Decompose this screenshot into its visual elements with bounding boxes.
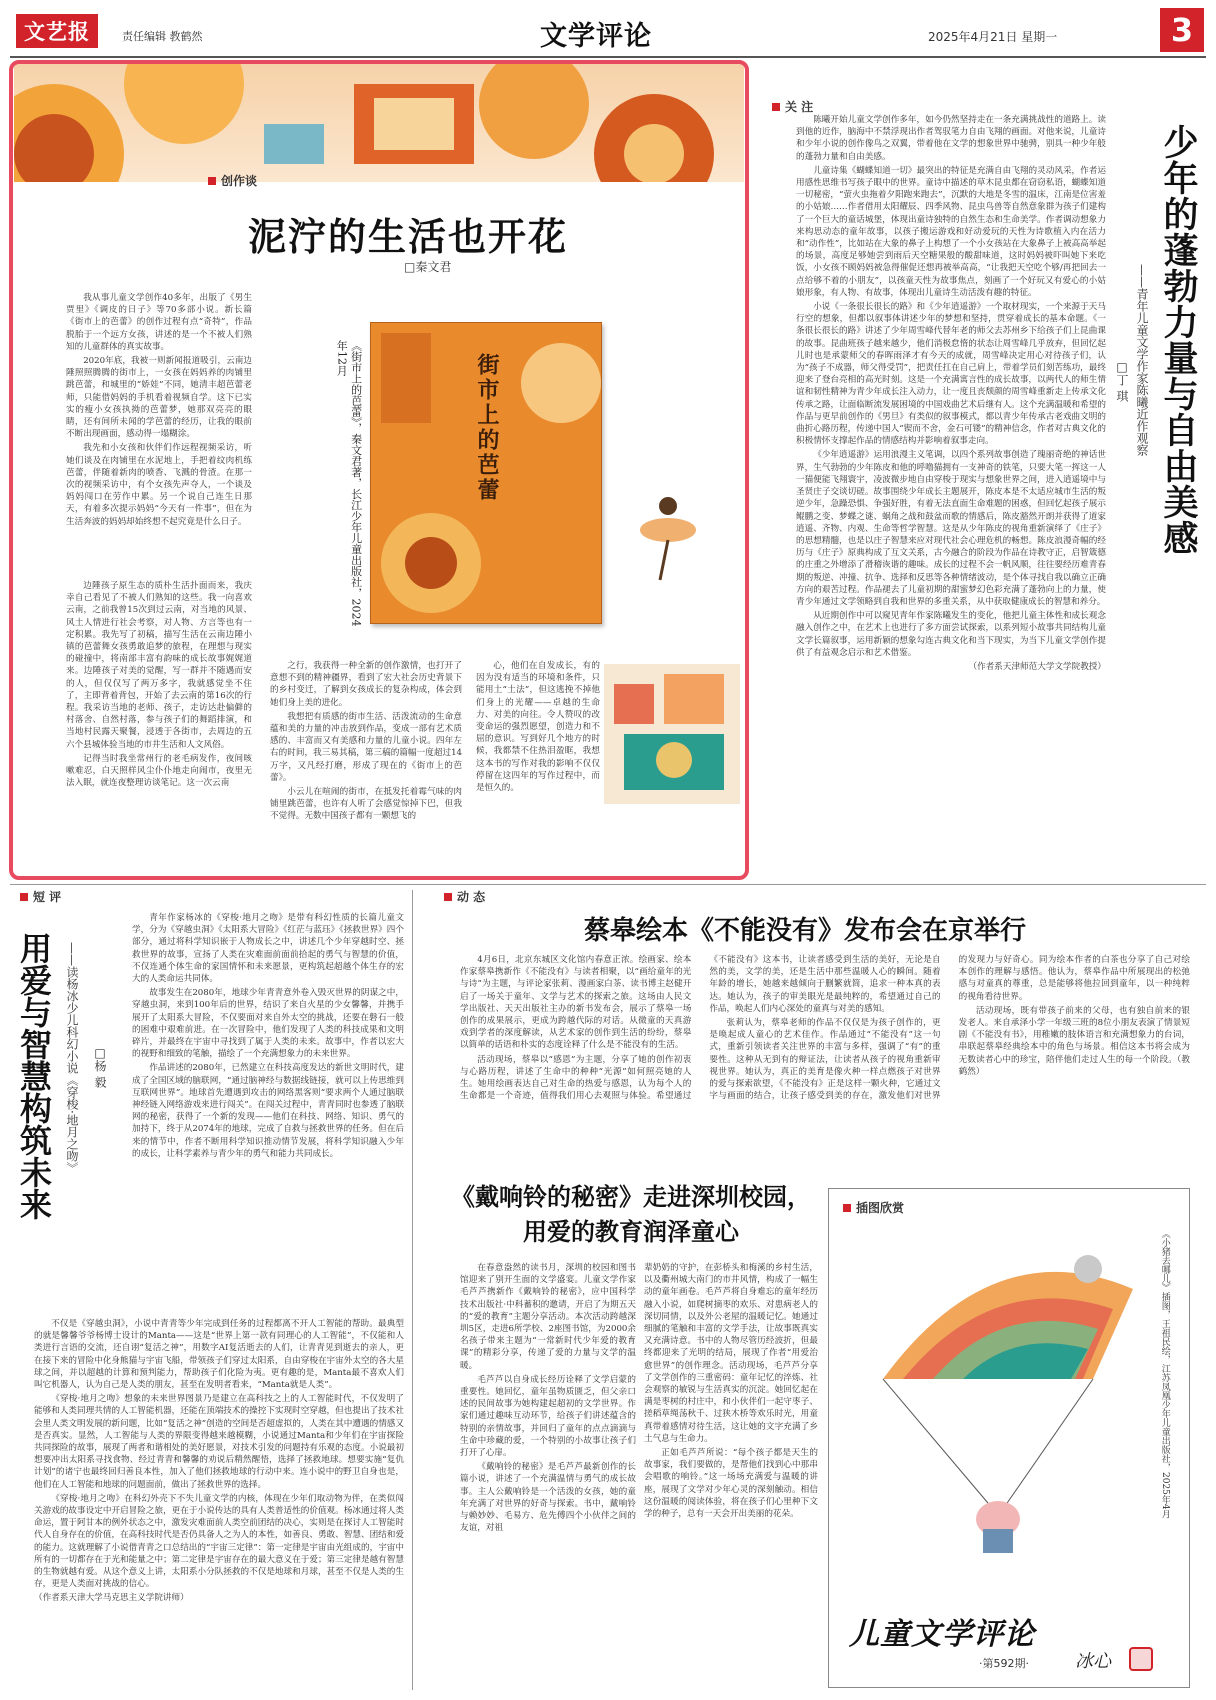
- feature-para: 小云儿在喧闹的街市，在抵发托着霉气味的肉铺里跳芭蕾，也许有人听了会感觉惊掉下巴，但我不觉得。无数中国孩子都有一颗想飞的: [270, 787, 462, 822]
- feature-para: 心，他们在自发成长，有的因为没有适当的环境和条件，只能用土“土法”，但这逃挽不掉他们身上的光耀——卓越的生命力、对美的向往。令人赞叹的改变命运的强烈愿望，创造力和不屈的意识。写到好几个地方的时候，我都禁不住热泪盈眶，我想这本书的写作对我的影响不仅仅停留在这四年的写作过程中，而是恒久的。: [476, 661, 600, 794]
- short-para: 《穿梭·地月之吻》想象的未来世界图景乃是建立在高科技之上的人工智能时代，不仅发明了能够和人类同理共情的人工智能机器，还能在顶端技术的操控下实现时空穿越，但也提出了技术社会里人类文明发展的新问题，比如“复活之神”创造的空间是否超虚拟的，人类在其中遭遇的情感又是否真实。显然，人工智能与人类的界限变得越来越模糊，小说通过Manta和少年们在宇宙探险共同探险的故事，展现了两者和谐相处的美好愿景，对技术引发的问题持有乐观的态度。小说最初想要冲出太阳系寻找食物、经过青青和馨馨的劝说后精然醒悟，选择了拯救地球。想要实施“复仇计划”的诸宁也最终回归善良本性，加入了他们拯救地球的行动中来。连小说中的野卫自身也是，他们在人工智能和地球的问题面前，做出了拯救世界的选择。: [34, 1394, 404, 1490]
- feature-para: 我从事儿童文学创作40多年，出版了《男生贾里》《调皮的日子》等70多部小说。新长篇《街市上的芭蕾》的创作过程有点“奇特”，作品脱胎于一个远方女孩，讲述的是一个不被人们熟知的儿童群体的真实故事。: [66, 293, 252, 352]
- short-lower-body: [34, 1318, 404, 1690]
- focus-tag: 关 注: [772, 98, 813, 115]
- focus-para: 从近期创作中可以窥见青年作家陈曦发生的变化，他把儿童主体性和成长观念融入创作之中，在艺术上也进行了多方面尝试探索，以系列短小故事共同结构儿童文学长篇叙事，运用新颖的想象勾连古典文化和当下现实，为当下儿童文学创作提供了有益观念启示和艺术借鉴。: [796, 611, 1106, 658]
- news-para: 辈奶奶的守护，在彭桥头和梅溪的乡村生活，以及衢州城大南门的市井风情，构成了一幅生动的童年画卷。毛芦芦将自身难忘的童年经历融入小说，如爬树摘枣的欢乐、对患病老人的深切同情，以及外公老屋的温暖记忆。她通过细腻的笔触和丰富的文学手法，让故事既真实又充满诗意。书中的人物尽管历经波折，但最终都迎来了光明的结局，展现了作者“用爱治愈世界”的创作理念。活动现场，毛芦芦分享了文学创作的三重密码：童年记忆的淬炼、社会观察的敏锐与生活真实的沉淀。她回忆起在满是枣树的村庄中，和小伙伴们一起守枣子、搓稻草绳荡秋千、过狭木桥等欢乐时光，用童真带着感情对待生活，这让她的文字充满了乡土气息与生命力。: [644, 1263, 818, 1444]
- short-para: 不仅是《穿越虫洞》，小说中青青等少年完成到任务的过程都离不开人工智能的帮助。最典型的就是馨馨爷爷杨博士设计的Manta——这是“世界上第一款有同理心的人工智能”，不仅能和人类进行言语的交流，还自诩“复活之神”，用数字AI复活逝去的人们，让青青见到逝去的亲人，更在接下来的冒险中化身熊猫与宇宙飞船，带领孩子们穿过太阳系，自由穿梭在宇宙外太空的各大星球之间，并以超越的计算和预判能力，帮助孩子们化险为夷。更有趣的是，Manta最不喜欢人们叫它机器人，认为自己是人类的朋友，甚至在发明者看来，“Manta就是人类”。: [34, 1319, 404, 1391]
- parachute-pig-illustration: [843, 1229, 1143, 1559]
- focus-title: 少年的蓬勃力量与自由美感: [1158, 124, 1198, 556]
- short-title: 用爱与智慧构筑未来: [15, 932, 53, 1220]
- page-number: 3: [1160, 8, 1204, 52]
- signature: 冰心: [1075, 1651, 1111, 1672]
- focus-para: 儿童诗集《蝴蝶知道一切》最突出的特征是充满自由飞翔的灵动风采，作者运用感性思维书写孩子眼中的世界。童诗中描述的草木昆虫都在窃窃私语，蝴蝶知道一切秘密，“萤火虫拖着夕阳跑来跑去”，沉默的大地是冬雪的温床，江南是位害羞的小姑娘……作者借用太阳耀辰、四季风物、昆虫鸟兽等自然意象群为孩子们建构了一个巨大的童话城堡，体现出童诗独特的自然生态和生命美学。作者调动想象力来构思动态的童年故事，以孩子搬运游戏和好动爱玩的天性为诗歌植入内在活力和“动作性”，比如站在大象的鼻子上构想了一个小女孩站在大象鼻子上被高高举起的场景，高度足够她尝到雨后天空糖果般的酸甜味道，这时妈妈被吓叫她下来吃饭，小女孩不顾妈妈被急得催促还想再被举高高，“让我把天空吃个够/再把回去一点给够不着的小朋友”，以孩童天性为故事焦点，刻画了一个好玩又有爱心的小姑娘形象，有人物、有故事，体现出儿童诗生动活泼有趣的特征。: [796, 165, 1106, 298]
- focus-author: □丁 琪: [1115, 360, 1129, 402]
- short-para: 故事发生在2080年，地球少年青青意外卷入毁灭世界的阴谋之中，穿越虫洞，来到100年后的世界，结识了来自火星的少女馨馨，并携手展开了太阳系大冒险，不仅要面对来自外太空的挑战，还要在磐石一般的困难中艰难前进。在一次冒险中，他们发现了人类的科技成果和文明碎片，并最终在宇宙中寻找到了属于人类的未来。故事中，作者以宏大的视野和细致的笔触，描绘了一个充满想象力的未来世界。: [132, 988, 404, 1060]
- issue-date: 2025年4月21日 星期一: [928, 30, 1058, 44]
- focus-subtitle: ——青年儿童文学作家陈曦近作观察: [1135, 264, 1149, 456]
- column-logo: 儿童文学评论: [849, 1617, 1035, 1652]
- red-seal-icon: [1129, 1647, 1153, 1671]
- middle-rule: [10, 884, 1206, 885]
- focus-para: 陈曦开始儿童文学创作多年，如今仍然坚持走在一条充满挑战性的道路上。读到他的近作，脑海中不禁浮现出作者驾驭笔力自由飞翔的画面。对他来说，儿童诗和少年小说的创作像鸟之双翼，带着他在文学的想象世界中驰骋，别具一种少年般的蓬勃力量和自由美感。: [796, 115, 1106, 162]
- news-para: 活动现场，蔡皋以“感恩”为主题，分享了她的创作初衷与心路历程，讲述了生命中的种种“光源”如何照亮她的人生。她用绘画表达自己对生命的热爱与感恩，认为每个人的生命都是一个奇迹，值得我们用心去观照与体验。希望通过《不能没有》这本书，让读者感受到生活的美好，无论是自然的美，文学的美，还是生活中那些温暖人心的瞬间。随着年龄的增长，她越来越倾向于删繁就简，追求一种本真的表达。她认为，孩子的审美眼光是最纯粹的，希望通过自己的作品，唤起人们内心深处的童真与对美的感知。: [460, 955, 941, 1102]
- short-tag: 短 评: [20, 888, 61, 905]
- focus-para: 《少年逍遥游》运用浪漫主义笔调，以四个系列故事创造了瑰丽奇绝的神话世界，生气勃勃的少年陈皮和他的呼噜猫拥有一支神奇的铁笔，只要大笔一挥这一人一猫便能飞翔寰宇，凌波微步地自由穿梭于现实与想象世界之间，进入逍遥境中与圣贤庄子交谈切磋。故事围绕少年成长主题展开，陈皮本是不太适应城市生活的叛逆少年，急躁恐惧、争强好胜，有着无法直面生命难题的困惑，但回忆起孩子展示鲲鹏之变、梦蝶之谜、蜗角之战和鼓盆而歌的情感后，陈皮豁然开朗并获得了道家逍遥、齐物、内观、生命等哲学智慧。这是从少年陈皮的视角重新演绎了《庄子》的思想精髓，也是以庄子智慧来应对现代社会心理危机的畅想。陈皮浪漫奇幅的经历与《庄子》原典构成了互文关系，古今融合的阶段为作品在诗教守正，启智箴德的庄重之外增添了滑稽诙谐的趣味。成长的过程不会一帆风顺，往往要经历难青春期的叛逆、冲撞、抗争、选择和反思等各种情绪波动，是个体寻找自我以确立正确方向的艰苦过程。作品褪去了儿童初期的甜蜜梦幻色彩充满了蓬勃向上的力量，使青少年通过文学领略到自我和世界的多重关系，从中获取健康成长的智慧和养分。: [796, 450, 1106, 607]
- feature-para: 之行，我获得一种全新的创作激情，也打开了意想不到的精神疆界，看到了宏大社会历史背景下的乡村变迁，了解到女孩成长的复杂构成，体会到她们身上美的进化。: [270, 661, 462, 708]
- feature-para: 我想把有质感的街市生活、活泼流动的生命意蕴和美的力量的冲击放到作品，变成一部有艺术质感的、丰富而又有美感和力量的儿童小说。四年左右的时间，我三易其稿，第三稿的篇幅一度超过14万字，又凡经打磨，形成了现在的《街市上的芭蕾》。: [270, 711, 462, 783]
- editor-credit: 责任编辑 教鹤然: [122, 30, 203, 43]
- news-para: 在春意盎然的读书月，深圳的校园和图书馆迎来了别开生面的文学盛宴。儿童文学作家毛芦芦携新作《戴响铃的秘密》，应中国科学技术出版社·中科蓄积的邀请，开启了为期五天的“爱的教育”主题分享活动。本次活动跨越深圳5区，走进6所学校、2座图书馆，为2000余名孩子带来主题为“一常新时代少年爱的教育课”的精彩分享，传递了爱的力量与文学的温暖。: [460, 1263, 636, 1371]
- news-para: 《戴响铃的秘密》是毛芦芦最新创作的长篇小说，讲述了一个充满温情与勇气的成长故事。主人公戴响铃是一个活泼的女孩，她的童年充满了对世界的好奇与探索。书中，戴响铃与赖妙妙、毛易方、危先傅四个小伙伴之间的友谊，对祖: [460, 1462, 636, 1534]
- feature-para: 记得当时我坐常州行的老毛病发作，夜间咳嗽难忍，白天照样风尘仆仆地走向闹市，夜里无法入眠，就连夜整理访谈笔记。这一次云南: [66, 753, 252, 789]
- news-title-2: 《戴响铃的秘密》走进深圳校园，用爱的教育润泽童心: [451, 1183, 811, 1246]
- news-body-2: [460, 1262, 636, 1690]
- section-title: 文学评论: [540, 21, 652, 52]
- column-rule: [412, 890, 413, 1690]
- news-body-1: [460, 954, 1190, 1150]
- column-issue: ·第592期·: [979, 1657, 1029, 1670]
- news-para: 4月6日，北京东城区文化馆内春意正浓。绘画家、绘本作家蔡皋携新作《不能没有》与读者相聚，以“画给童年的光与诗”为主题，与评论家张莉、漫画家白茶、读书博主赵健开启了一场关于童年、文学与艺术的探索之旅。这场由人民文学出版社、天天出版社主办的新书发布会，展示了蔡皋一场创作的成果展示，更成为跨越代际的对话。从微童的天真游戏到学者的深度解读，从艺术家的创作到生活的纷纷，蔡皋以简单的话语和朴实的态度诠释了什么是不能没有的生活。: [460, 955, 692, 1051]
- feature-title: 泥泞的生活也开花: [248, 215, 569, 259]
- book-cover-title: 街市上的芭蕾: [474, 353, 499, 503]
- highlight-frame: [9, 60, 749, 880]
- short-subtitle: ——读杨冰少儿科幻小说《穿梭·地月之吻》: [65, 942, 79, 1174]
- focus-body: [796, 114, 1106, 868]
- news-para: 正如毛芦芦所说：“每个孩子都是天生的故事家，我们要做的，是帮他们找到心中那串会唱歌的响铃。”这一场场充满爱与温暖的讲座，展现了文学对少年心灵的深刻触动。相信这份温暖的阅读体验，将在孩子们心里种下文学的种子，总有一天会开出美丽的花朵。: [644, 1448, 818, 1520]
- feature-author: □秦文君: [404, 260, 452, 274]
- masthead: [10, 8, 1206, 52]
- feature-para: 2020年底，我被一则新闻报道吸引，云南边陲照照腾腾的街市上，一女孩在妈妈养的肉铺里跳芭蕾，和城里的“娇娃”不同，她清丰超芭蕾老师，只能借妈妈的手机看着视频自学。这下已实实的瘦小女孩执拗的芭蕾梦，她那双亮亮的眼睛，还有间所未闻的学芭蕾的经历，让我的眼前不断出现画面，感动得一塌糊涂。: [66, 356, 252, 440]
- feature-para: 边陲孩子原生态的质朴生活扑面而来，我庆幸自己看见了不被人们熟知的这些。我一向喜欢云南，之前我曾15次到过云南，对当地的风景、风土人情进行社会考察，对人物、方言等也有一定积累。我先写了初稿，描写生活在云南边陲小镇的芭蕾舞女孩勇敢追梦的旅程，在理想与现实的碰撞中，将南部丰富有韵味的成长故事娓娓道来。边陲孩子对美的觉醒，写一群并不随遇而安的人，但仅仅写了两万多字，我就感觉坐不住了，主即背着背包，开始了去云南的第16次的行程。我采访当地的老师、孩子，走访达赴偏僻的村落舍、自然村落，参与孩子们的舞蹈排演，和当地村民露天聚餐，浸透于各街市，去周边的五六个县城体验当地的市井生活和人文风俗。: [66, 581, 252, 750]
- news-tag: 动 态: [444, 888, 485, 905]
- newspaper-logo: 文艺报: [16, 14, 98, 48]
- short-author: □杨 毅: [93, 1046, 107, 1088]
- short-para: 作品讲述的2080年，已然建立在科技高度发达的新世文明时代，建成了全国区域的脑联网，“通过脑神经与数据线链接，就可以上传思维到互联网世界”。地球首先遭遇到攻击的网络黑客则“要求两个人通过脑联神经链入网络游戏来进行闯关”。在闯关过程中，青青同时也参透了脑联网的秘密，获得了一个新的发现——他们在科技、网络、知识、勇气的加持下，终于从2074年的地球，完成了自救与拯救世界的任务。但在后来的情节中，作者不断用科学知识推动情节发展，将科学知识融入少年的成长，让科学素养与青少年的勇气和能力共同成长。: [132, 1063, 404, 1159]
- feature-para: 我先和小女孩和伙伴们作远程视频采访，听她们谈及在肉铺里在水泥地上，手把着纹肉机练芭蕾，伴随着新肉的喷香、飞溅的骨渣。在那一次的视频采访中，有个女孩先声夺人，一个谈及妈妈闯口在劳作中累。另一个说自己连生日那天，有着多次提示妈妈“今天有一件事”，但在为生活奔波的妈妈却始终想不起究竟是什么日子。: [66, 443, 252, 527]
- news-para: 毛芦芦以自身成长经历诠释了文学启蒙的重要性。她回忆，童年虽物质匮乏，但父亲口述的民间故事为她构建起超初的文学世界。作家们通过趣味互动环节，给孩子们讲述蕴含的特别的亲情故事，并回归了童年的点点滴滴与生命中珍藏的爱，一个特别的小故事让孩子们打开了心扉。: [460, 1374, 636, 1459]
- news-para: 活动现场，既有带孩子前来的父母，也有独自前来的银发老人。来自承泽小学一年级三班的8位小朋友表演了情景短剧《不能没有书》，用稚嫩的肢体语言和充满想象力的台词，串联起蔡皋经典绘本中的角色与场景。相信这本书将会成为无数读者心中的珍宝，陪伴他们走过人生的每一个阶段。（教鹤然）: [958, 1005, 1190, 1077]
- illustration-box: [828, 1188, 1190, 1688]
- feature-column-tag: 创作谈: [208, 172, 257, 189]
- news-body-3: [644, 1262, 818, 1690]
- short-affil: （作者系天津大学马克思主义学院讲师）: [34, 1593, 189, 1604]
- short-para: 青年作家杨冰的《穿梭·地月之吻》是带有科幻性质的长篇儿童文学，分为《穿越虫洞》《太阳系大冒险》《红茫与蓝珏》《拯救世界》四个部分，通过将科学知识嵌于人物成长之中，讲述几个少年穿越时空、拯救世界的故事，宣扬了人类在灾难面前面前拾起的勇气与智慧的价值，不仅连通个体生命的家国情怀和未来愿景，更构筑起超越个体生存的宏大的人类命运共同体。: [132, 913, 404, 985]
- book-caption: 《街市上的芭蕾》，秦文君著，长江少年儿童出版社，2024年12月: [335, 340, 363, 627]
- short-para: 《穿梭·地月之吻》在科幻外壳下不失儿童文学的内核，体现在少年们取动物为伴，在类似闯关游戏的故事设定中开启冒险之旅，更在于小说传达的具有人类普适性的价值观。杨冰通过将人类命运，置于阿甘本的例外状态之中，激发灾难面前人类空前团结的决心，实则是在探讨人工智能时代人自身存在的价值，在高科技时代是否仍具备人之为人的本性，如善良、勇敢、智慧、团结和爱的能力。这就理解了小说借青青之口总结出的“宇宙三定律”：第一定律是宇宙由光组成的，宇宙中所有的一切都存在于光和能量之中；第二定律是宇宙存在的最大意义在于爱；第三定律是越有智慧的生物就越有爱。从这个意义上讲，太阳系小分队拯救的不仅是地球和月球，甚至不仅是人类的生存，更是人类面对挑战的信心。: [34, 1493, 404, 1590]
- short-upper-body: [132, 912, 404, 1314]
- news-para: 张莉认为，蔡皋老师的作品不仅仅是为孩子创作的，更是唤起成人童心的艺术佳作。作品通过“不能没有”这一句式，重新引领读者关注世界的丰富与多样，强调了“有”的重要性。这种从无到有的辩证法，让读者从孩子的视角重新审视世界。她认为，真正的美育是像火种一样点燃孩子对世界的爱与探索欲望，《不能没有》正是这样一颗火种，它通过文字与画面的结合，让孩子感受到美的存在，激发他们对世界的发现力与好奇心。同为绘本作者的白茶也分享了自己对绘本创作的理解与感悟。他认为，蔡皋作品中所展现出的松弛感与对童真的尊重，总是能够将他拉回到童年，以一种纯粹的视角看待世界。: [709, 955, 1190, 1102]
- illustration-tag: 插图欣赏: [843, 1199, 904, 1216]
- focus-para: 小说《一条很长很长的路》和《少年逍遥游》一个取材现实，一个来源于天马行空的想象，但都以叙事体讲述少年的梦想和坚持，贯穿着成长的基本命题。《一条很长很长的路》讲述了少年周雪峰代替年老的师父去苏州乡下给孩子们上昆曲课的故事。昆曲班孩子越来越少，他们消极怠惰的状态让周雪峰几乎放弃，但回忆起儿时也是承蒙师父的春晖雨泽才有今天的成就，周雪峰决定用心对待孩子们，认为“孩子不成器，师父得受罚”，把责任扛在自己肩上，带着学员们刻苦练功，最终迎来了登台亮相的高光时刻。这是一个充满寓言性的成长故事，以两代人的师生情谊和韧性精神为青少年成长注入动力，让一度且丧颓颜的周雪峰重新走上传承文化传承之路，让面临断流发展困境的中国戏曲艺术后继有人。这个充满温暖和希望的作品与更早前创作的《男旦》有类似的叙事模式，都以青少年传承古老戏曲文明的曲折心路历程，传递中国人“锲而不舍，金石可镂”的精神信念，作者对古典文化的积极情怀支撑起作品的情感结构并影响着叙事走向。: [796, 302, 1106, 447]
- masthead-rule: [10, 56, 1206, 58]
- illustration-caption: 《小猪去哪儿》插图，王祖民绘，江苏凤凰少年儿童出版社，2025年4月: [1159, 1229, 1170, 1519]
- news-title-1: 蔡皋绘本《不能没有》发布会在京举行: [584, 916, 1027, 946]
- focus-affil: （作者系天津师范大学文学院教授）: [968, 661, 1106, 672]
